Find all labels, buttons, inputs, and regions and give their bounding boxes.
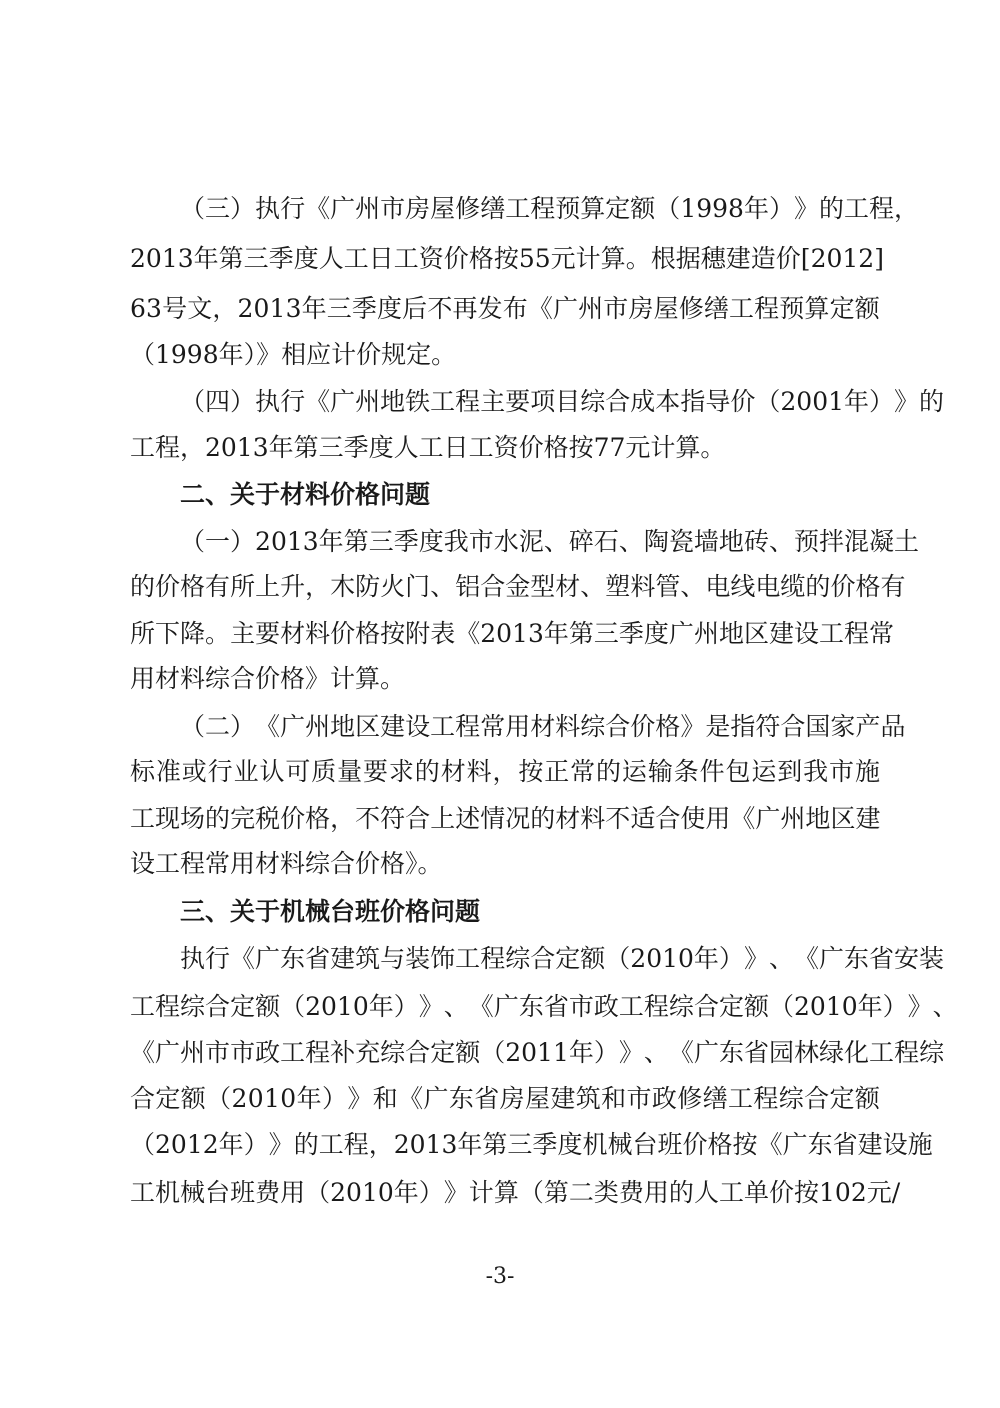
paragraph-2-1-line-4: 用材料综合价格》计算。 bbox=[130, 664, 406, 693]
paragraph-3-line-5: （ 2 0 1 2 年 ） 》 的 工 程 ， 2 0 1 3 年 第 三 季 度 机 械 台 班 价 格 按 《 广 东 省 建 设 施 bbox=[130, 1130, 933, 1159]
section-heading-materials: 二、关于材料价格问题 bbox=[180, 480, 431, 509]
paragraph-3-3-line-1: （ 三 ） 执 行 《 广 州 市 房 屋 修 缮 工 程 预 算 定 额 （ 1 9 9 8 年 ） 》 的 工 程 ， bbox=[180, 194, 920, 223]
paragraph-2-2-line-3: 工 现 场 的 完 税 价 格 ， 不 符 合 上 述 情 况 的 材 料 不 适 合 使 用 《 广 州 地 区 建 bbox=[130, 804, 881, 833]
paragraph-2-1-line-1: （ 一 ） 2 0 1 3 年 第 三 季 度 我 市 水 泥 、 碎 石 、 陶 瓷 墙 地 砖 、 预 拌 混 凝 土 bbox=[180, 527, 920, 556]
paragraph-2-2-line-2: 标 准 或 行 业 认 可 质 量 要 求 的 材 料 ， 按 正 常 的 运 输 条 件 包 运 到 我 市 施 bbox=[130, 757, 880, 786]
paragraph-2-1-line-2: 的 价 格 有 所 上 升 ， 木 防 火 门 、 铝 合 金 型 材 、 塑 料 管 、 电 线 电 缆 的 价 格 有 bbox=[130, 572, 906, 601]
paragraph-3-3-line-4: （1998年）》相应计价规定。 bbox=[130, 340, 457, 369]
paragraph-3-line-6: 工 机 械 台 班 费 用 （ 2 0 1 0 年 ） 》 计 算 （ 第 二 类 费 用 的 人 工 单 价 按 1 0 2 元 / bbox=[130, 1178, 901, 1207]
paragraph-3-3-line-3: 6 3 号 文 ， 2 0 1 3 年 三 季 度 后 不 再 发 布 《 广 州 市 房 屋 修 缮 工 程 预 算 定 额 bbox=[130, 294, 880, 323]
section-heading-machinery: 三、关于机械台班价格问题 bbox=[180, 897, 481, 926]
paragraph-3-4-line-2: 工程，2013年第三季度人工日工资价格按77元计算。 bbox=[130, 433, 726, 462]
paragraph-3-3-line-2: 2 0 1 3 年 第 三 季 度 人 工 日 工 资 价 格 按 5 5 元 计 算 。 根 据 穗 建 造 价 [ 2 0 1 2 ] bbox=[130, 244, 884, 273]
page-number: -3- bbox=[485, 1264, 515, 1289]
paragraph-3-line-2: 工 程 综 合 定 额 （ 2 0 1 0 年 ） 》 、 《 广 东 省 市 政 工 程 综 合 定 额 （ 2 0 1 0 年 ） 》 、 bbox=[130, 992, 958, 1021]
paragraph-3-line-1: 执 行 《 广 东 省 建 筑 与 装 饰 工 程 综 合 定 额 （ 2 0 1 0 年 ） 》 、 《 广 东 省 安 装 bbox=[180, 944, 945, 973]
paragraph-2-2-line-1: （ 二 ） 《 广 州 地 区 建 设 工 程 常 用 材 料 综 合 价 格 》 是 指 符 合 国 家 产 品 bbox=[180, 712, 906, 741]
paragraph-3-4-line-1: （ 四 ） 执 行 《 广 州 地 铁 工 程 主 要 项 目 综 合 成 本 指 导 价 （ 2 0 0 1 年 ） 》 的 bbox=[180, 387, 945, 416]
paragraph-3-line-3: 《 广 州 市 市 政 工 程 补 充 综 合 定 额 （ 2 0 1 1 年 ） 》 、 《 广 东 省 园 林 绿 化 工 程 综 bbox=[130, 1038, 945, 1067]
paragraph-3-line-4: 合 定 额 （ 2 0 1 0 年 ） 》 和 《 广 东 省 房 屋 建 筑 和 市 政 修 缮 工 程 综 合 定 额 bbox=[130, 1084, 880, 1113]
paragraph-2-1-line-3: 所 下 降 。 主 要 材 料 价 格 按 附 表 《 2 0 1 3 年 第 三 季 度 广 州 地 区 建 设 工 程 常 bbox=[130, 619, 895, 648]
paragraph-2-2-line-4: 设工程常用材料综合价格》。 bbox=[130, 849, 443, 878]
